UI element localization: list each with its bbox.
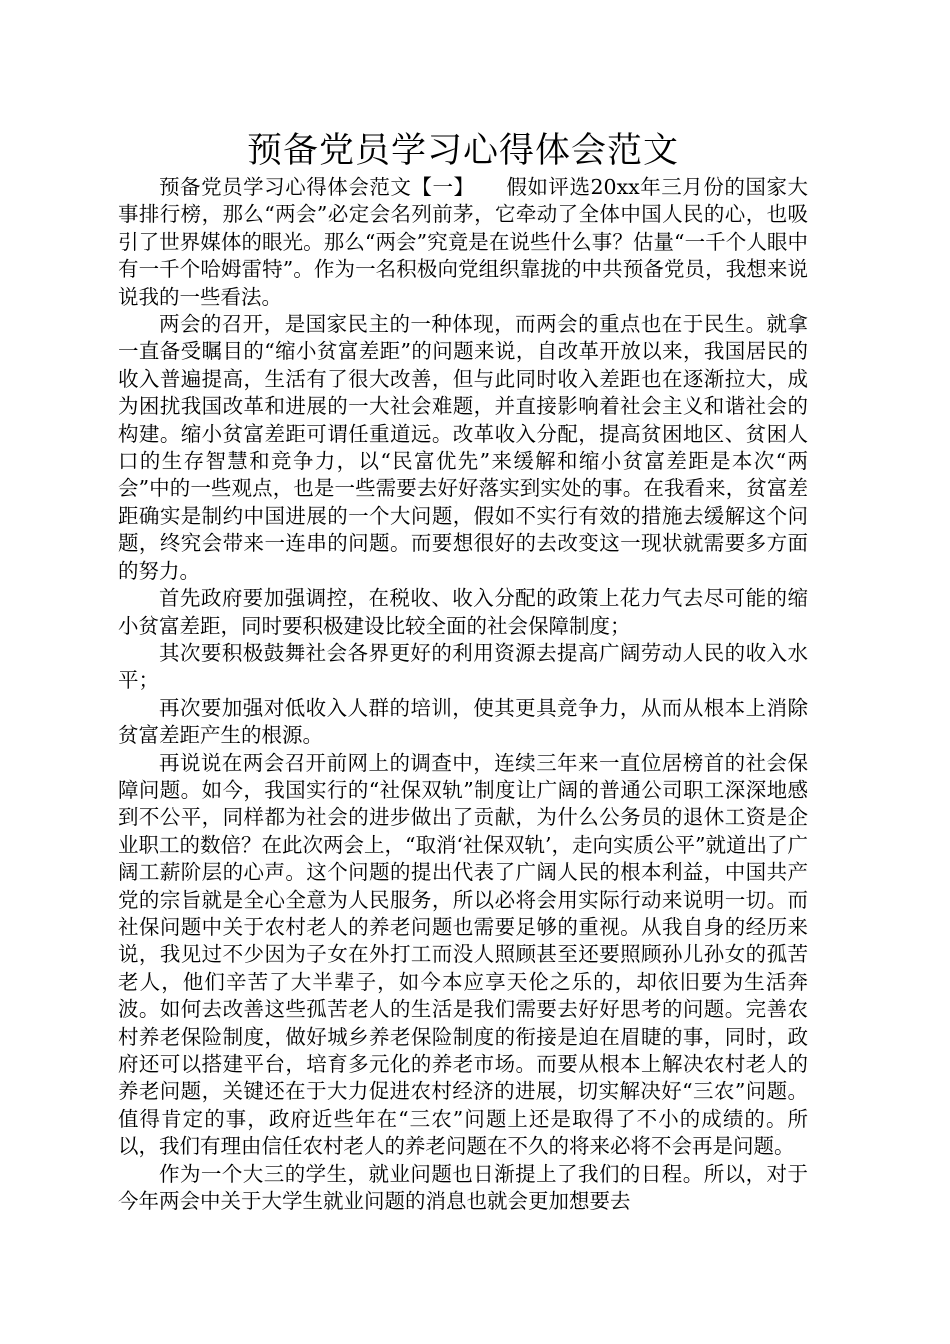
paragraph-third-measure: 再次要加强对低收入人群的培训，使其更具竞争力，从而从根本上消除贫富差距产生的根源。	[118, 695, 808, 748]
paragraph-social-security: 再说说在两会召开前网上的调查中，连续三年来一直位居榜首的社会保障问题。如今，我国实行的“社保双轨”制度让广阔的普通公司职工深深地感到不公平，同样都为社会的进步做出了贡献，为什么公务员的退休工资是企业职工的数倍？在此次两会上，“取消‘社保双轨’，走向实质公平”就道出了广阔工薪阶层的心声。这个问题的提出代表了广阔人民的根本利益，中国共产党的宗旨就是全心全意为人民服务，所以必将会用实际行动来说明一切。而社保问题中关于农村老人的养老问题也需要足够的重视。从我自身的经历来说，我见过不少因为子女在外打工而没人照顾甚至还要照顾孙儿孙女的孤苦老人，他们辛苦了大半辈子，如今本应享天伦之乐的，却依旧要为生活奔波。如何去改善这些孤苦老人的生活是我们需要去好好思考的问题。完善农村养老保险制度，做好城乡养老保险制度的衔接是迫在眉睫的事，同时，政府还可以搭建平台，培育多元化的养老市场。而要从根本上解决农村老人的养老问题，关键还在于大力促进农村经济的进展，切实解决好“三农”问题。值得肯定的事，政府近些年在“三农”问题上还是取得了不小的成绩的。所以，我们有理由信任农村老人的养老问题在不久的将来必将不会再是问题。	[118, 750, 808, 1159]
paragraph-second-measure: 其次要积极鼓舞社会各界更好的利用资源去提高广阔劳动人民的收入水平；	[118, 640, 808, 693]
document-page	[118, 128, 808, 1215]
paragraph-wealth-gap: 两会的召开，是国家民主的一种体现，而两会的重点也在于民生。就拿一直备受瞩目的“缩小贫富差距”的问题来说，自改革开放以来，我国居民的收入普遍提高，生活有了很大改善，但与此同时收入差距也在逐渐拉大，成为困扰我国改革和进展的一大社会难题，并直接影响着社会主义和谐社会的构建。缩小贫富差距可谓任重道远。改革收入分配，提高贫困地区、贫困人口的生存智慧和竞争力，以“民富优先”来缓解和缩小贫富差距是本次“两会”中的一些观点，也是一些需要去好好落实到实处的事。在我看来，贫富差距确实是制约中国进展的一个大问题，假如不实行有效的措施去缓解这个问题，终究会带来一连串的问题。而要想很好的去改变这一现状就需要多方面的努力。	[118, 312, 808, 583]
document-title: 预备党员学习心得体会范文	[246, 131, 679, 171]
paragraph-first-measure: 首先政府要加强调控，在税收、收入分配的政策上花力气去尽可能的缩小贫富差距，同时要积极建设比较全面的社会保障制度；	[118, 586, 808, 638]
paragraph-intro: 预备党员学习心得体会范文【一】 假如评选20xx年三月份的国家大事排行榜，那么“两会”必定会名列前茅，它牵动了全体中国人民的心，也吸引了世界媒体的眼光。那么“两会”究竟是在说些什么事？估量“一千个人眼中有一千个哈姆雷特”。作为一名积极向党组织靠拢的中共预备党员，我想来说说我的一些看法。	[118, 175, 808, 309]
paragraph-employment: 作为一个大三的学生，就业问题也日渐提上了我们的日程。所以，对于今年两会中关于大学生就业问题的消息也就会更加想要去	[118, 1161, 808, 1214]
